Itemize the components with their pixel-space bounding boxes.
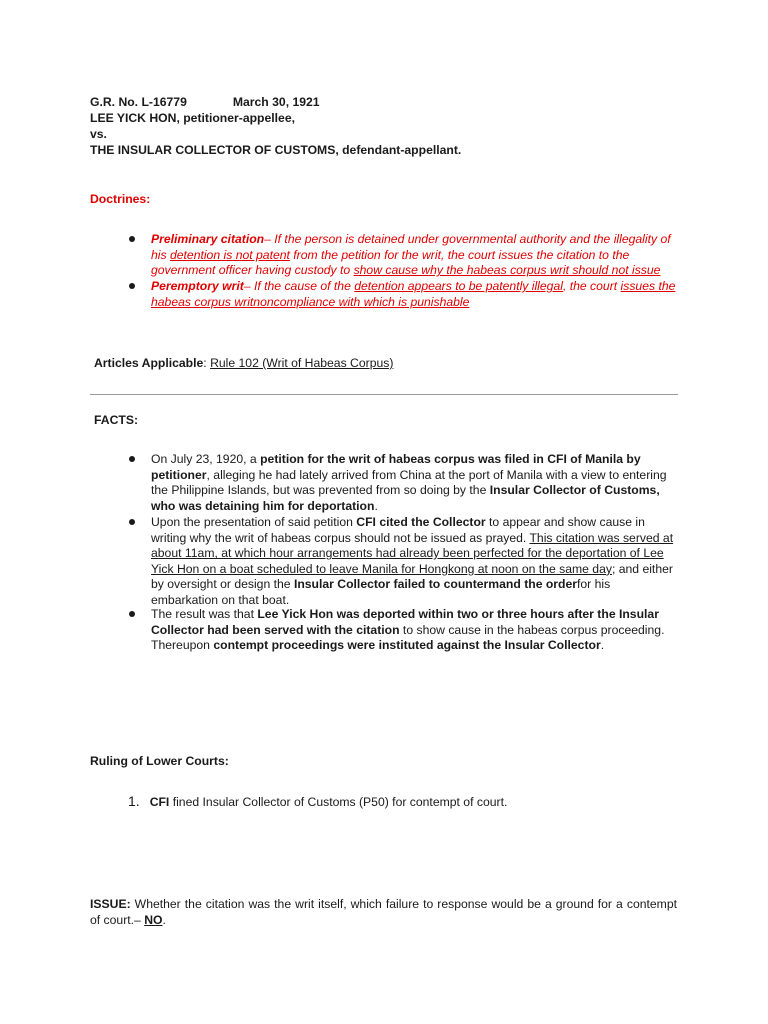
issue-label: ISSUE: <box>90 897 131 911</box>
fact-text: to show cause in the habeas corpus proceeding. Thereupon <box>151 622 665 653</box>
issue-text: Whether the citation was the writ itself, which failure to response would be a ground for a contempt of court.– <box>90 897 677 927</box>
fact-text: Upon the presentation of said petition <box>151 515 357 529</box>
doctrine-underline: detention is not patent <box>169 247 290 262</box>
fact-text: ; and either by oversight or design the <box>151 561 673 592</box>
fact-bold: contempt proceedings were instituted against the Insular Collector <box>213 638 601 653</box>
bullet-icon <box>129 236 135 242</box>
gr-number: G.R. No. L-16779 <box>90 95 187 109</box>
ruling-text: fined Insular Collector of Customs (P50) for contempt of court. <box>169 795 508 809</box>
articles-value: Rule 102 (Writ of Habeas Corpus) <box>210 356 394 370</box>
respondent-name: THE INSULAR COLLECTOR OF CUSTOMS <box>90 143 336 157</box>
case-number-line <box>90 94 461 110</box>
facts-heading: FACTS: <box>94 413 139 427</box>
fact-item-3 <box>151 607 678 654</box>
fact-bold: CFI cited the Collector <box>356 515 486 529</box>
ruling-court: CFI <box>149 795 170 809</box>
case-date: March 30, 1921 <box>232 95 320 109</box>
fact-bold: Insular Collector of Customs, who was detaining him for deportation <box>151 483 660 513</box>
respondent-role: , defendant-appellant. <box>335 143 462 157</box>
fact-bold: Insular Collector failed to countermand the order <box>293 577 578 592</box>
doctrine-term: Preliminary citation <box>151 232 265 246</box>
doctrine-text: – If the person is detained under governmental authority and the illegality of his <box>151 232 671 262</box>
ruling-list-item <box>128 793 507 809</box>
fact-text: . <box>600 638 605 653</box>
doctrines-heading: Doctrines: <box>90 192 151 206</box>
articles-label: Articles Applicable <box>94 356 204 370</box>
doctrine-text: from the petition for the writ, the court issues the citation to the government officer having custody to <box>151 247 630 278</box>
list-number: 1. <box>128 793 140 809</box>
fact-text: On July 23, 1920, a <box>151 452 261 466</box>
petitioner-line <box>90 110 461 126</box>
petitioner-name: LEE YICK HON <box>90 111 177 125</box>
bullet-icon <box>129 519 135 525</box>
doctrine-item-preliminary <box>151 232 681 279</box>
versus-line: vs. <box>90 127 107 141</box>
section-divider <box>90 394 678 395</box>
fact-item-1 <box>151 452 678 514</box>
bullet-icon <box>129 456 135 462</box>
doctrine-term: Peremptory writ <box>151 279 244 293</box>
issue-paragraph <box>90 896 677 928</box>
petitioner-role: , petitioner-appellee, <box>176 111 295 125</box>
fact-underline: This citation was served at about 11am, at which hour arrangements had already been perfected for the deportation of Lee Yick Hon on a boat scheduled to leave Manila for Hongkong at noon on the same day <box>151 530 674 576</box>
respondent-line <box>90 142 461 158</box>
issue-end: . <box>162 913 166 927</box>
doctrine-item-peremptory <box>151 279 681 310</box>
articles-colon: : <box>203 356 211 370</box>
bullet-icon <box>129 283 135 289</box>
fact-text: to appear and show cause in writing why the writ of habeas corpus should not be issued as prayed. <box>151 515 645 545</box>
issue-answer: NO <box>144 913 163 927</box>
ruling-heading: Ruling of Lower Courts: <box>90 754 229 768</box>
fact-text: . <box>374 498 378 513</box>
bullet-icon <box>129 611 135 617</box>
articles-applicable <box>94 356 393 370</box>
doctrine-underline: issues the habeas corpus writnoncompliance with which is punishable <box>151 279 676 309</box>
doctrine-text: , the court <box>562 279 621 293</box>
fact-text: , alleging he had lately arrived from China at the port of Manila with a view to entering the Philippine Islands, but was prevented from so doing by the <box>151 467 667 498</box>
fact-bold: petition for the writ of habeas corpus was filed in CFI of Manila by petitioner <box>151 452 641 482</box>
doctrine-text: – If the cause of the <box>243 279 355 293</box>
fact-text: The result was that <box>151 607 258 621</box>
doctrine-underline: detention appears to be patently illegal <box>354 279 563 293</box>
fact-text: for his embarkation on that boat. <box>151 577 611 607</box>
fact-bold: Lee Yick Hon was deported within two or three hours after the Insular Collector had been served with the citation <box>151 607 659 637</box>
fact-item-2 <box>151 515 678 609</box>
case-header <box>90 94 461 158</box>
doctrine-underline: show cause why the habeas corpus writ should not issue <box>353 263 661 278</box>
